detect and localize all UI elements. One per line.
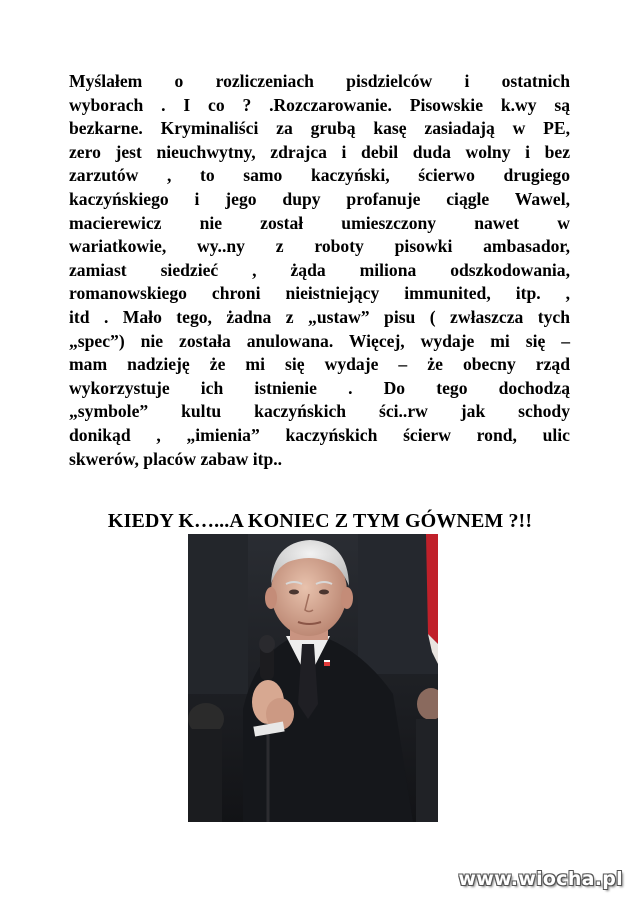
paragraph-line: „symbole” kultu kaczyńskich ści..rw jak schody <box>69 401 570 422</box>
paragraph-line: „spec”) nie została anulowana. Więcej, wydaje mi się – <box>69 330 570 351</box>
paragraph-line: zero jest nieuchwytny, zdrajca i debil duda wolny i bez <box>69 141 570 162</box>
paragraph-line: donikąd , „imienia” kaczyńskich ścierw rond, ulic <box>69 424 570 445</box>
paragraph-line: Myślałem o rozliczeniach pisdzielców i ostatnich <box>69 71 570 91</box>
paragraph-line: zarzutów , to samo kaczyński, ścierwo drugiego <box>69 165 570 186</box>
paragraph-line: bezkarne. Kryminaliści za grubą kasę zasiadają w PE, <box>69 118 570 139</box>
paragraph-line: wykorzystuje ich istnienie . Do tego dochodzą <box>69 377 570 398</box>
portrait-photo <box>188 534 438 822</box>
watermark-logo: www.wiocha.pl <box>458 868 623 890</box>
paragraph-line: itd . Mało tego, żadna z „ustaw” pisu ( zwłaszcza tych <box>69 306 570 327</box>
paragraph-line: zamiast siedzieć , żąda miliona odszkodowania, <box>69 259 570 280</box>
paragraph-line: romanowskiego chroni nieistniejący immunited, itp. , <box>69 283 570 304</box>
portrait-illustration <box>188 534 438 822</box>
headline: KIEDY K…...A KONIEC Z TYM GÓWNEM ?!! <box>107 510 533 532</box>
paragraph-line-last: skwerów, placów zabaw itp.. <box>69 448 283 469</box>
paragraph-line: kaczyńskiego i jego dupy profanuje ciągle Wawel, <box>69 188 570 209</box>
paragraph-line: wyborach . I co ? .Rozczarowanie. Pisowskie k.wy są <box>69 94 570 115</box>
paragraph-line: wariatkowie, wy..ny z roboty pisowki ambasador, <box>69 236 570 257</box>
body-paragraph <box>69 70 570 471</box>
paragraph-line: mam nadzieję że mi się wydaje – że obecny rząd <box>69 354 570 375</box>
paragraph-line: macierewicz nie został umieszczony nawet w <box>69 212 570 233</box>
